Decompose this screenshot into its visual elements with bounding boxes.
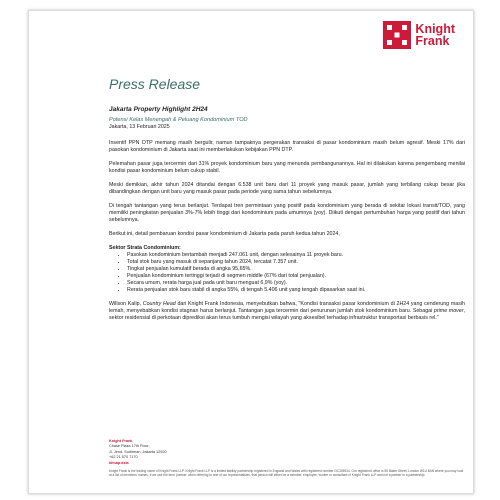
paragraph-1: Insentif PPN DTP memang masih bergulir, namun tampaknya pergerakan transaksi di pasar kondominium masih belum agresif. Meski 17% dari pasokan kondominium di Jakarta saat ini memberlakukan kebijakan PPN DTP. bbox=[109, 140, 465, 153]
list-item: • Total stok baru yang masuk di sepanjang tahun 2024, tercatat 7.357 unit. bbox=[127, 259, 465, 266]
footer-company: Knight Frank bbox=[109, 439, 133, 443]
list-item: • Penjualan kondominium tertinggi terjadi di segmen middle (67% dari total penjualan). bbox=[127, 273, 465, 280]
logo-text bbox=[415, 23, 455, 47]
document-title: Press Release bbox=[109, 76, 201, 92]
footer bbox=[109, 439, 465, 477]
paragraph-4: Di tengah tantangan yang terus berlanjut. Terdapat tren permintaan yang positif pada kondominium yang berada di sekitar lokasi transit/TOD, yang memiliki peningkatan penjualan 3%-7% lebih tinggi dari kondominium pada umumnya (yoy). Diikuti dengan pertumbuhan harga yang positif dari tahun sebelumnya. bbox=[109, 203, 465, 223]
quote-prime: prime mover bbox=[433, 308, 464, 314]
list-item: • Secara umum, rerata harga jual pada unit baru menguat 6,9% (yoy). bbox=[127, 280, 465, 287]
footer-website-link[interactable]: kfmap.asia bbox=[109, 460, 129, 465]
footer-address-2: Jl. Jend. Sudirman, Jakarta 12920 bbox=[109, 449, 167, 454]
paragraph-5: Berikut ini, detail pembaruan kondisi pasar kondominium di Jakarta pada paruh kedua tahun 2024, bbox=[109, 231, 340, 237]
tagline: Potensi Kelas Menengah & Peluang Kondominium TOD bbox=[109, 117, 248, 123]
logo-line-2: Frank bbox=[415, 34, 450, 48]
paragraph-2: Pelemahan pasar juga tercermin dari 31% proyek kondominium baru yang menunda pembangunannya. Hal ini dilakukan karena pengembang menilai kondisi pasar kondominium belum cukup stabil. bbox=[109, 161, 465, 174]
paragraph-3: Meski demikian, akhir tahun 2024 ditandai dengan 6.538 unit baru dari 11 proyek yang masuk pasar, jumlah yang terbilang cukup besar jika dibandingkan dengan unit baru yang masuk pasar pada periode yang sama tahun sebelumnya. bbox=[109, 182, 465, 195]
quote-lead: Willson Kalip, bbox=[109, 301, 143, 307]
subheading: Jakarta Property Highlight 2H24 bbox=[109, 106, 208, 113]
sector-list bbox=[109, 252, 465, 294]
quote-role: Country Head bbox=[142, 301, 176, 307]
logo-line-1: Knight bbox=[415, 22, 455, 36]
release-date: Jakarta, 13 Februari 2025 bbox=[109, 124, 170, 130]
footer-address-1: Chase Plaza 17th Floor, bbox=[109, 444, 150, 449]
list-item: • Tingkat penjualan kumulatif berada di angka 95,65%. bbox=[127, 266, 465, 273]
document-body bbox=[109, 106, 465, 329]
knight-frank-logo[interactable] bbox=[383, 21, 455, 49]
list-item: • Rerata penjualan stok baru stabil di angka 55%, di tengah 5.406 unit yang tengah dipasarkan saat ini. bbox=[127, 287, 465, 294]
logo-mark-icon bbox=[383, 21, 411, 49]
quote-text-1: dari Knight Frank Indonesia, menyebutkan bahwa, "Kondisi transaksi pasar kondominium di 2H24 yang cenderung masih lemah, menyebabkan kondisi stagnan harus berlanjut. Tantangan juga tercermin dari penurunan jumlah stok kondominium baru. Sebagai bbox=[109, 301, 465, 314]
sector-title: Sektor Strata Condominium: bbox=[109, 245, 181, 251]
footer-phone: +62 21 570 7170 bbox=[109, 455, 138, 460]
footer-disclaimer: Knight Frank is the trading name of Knight Frank LLP. Knight Frank LLP is a limited liability partnership registered in England and Wales with registered number OC305934. Our registered office is 55 Baker Street, London W1U 8AN where you may look at a list of members' names. If we use the term 'partner' when referring to one of our representatives, that person will either be a member, employee, worker or consultant of Knight Frank LLP and not a partner in a partnership. bbox=[109, 469, 464, 478]
quote-paragraph bbox=[109, 301, 465, 322]
list-item: • Pasokan kondominium bertambah menjadi 247.061 unit, dengan selesainya 11 proyek baru. bbox=[127, 252, 465, 259]
quote-text-2: , sektor residensial di perkotaan diprediksi akan terus tumbuh mengisi wilayah yang aksesibel terhadap infrastruktur transportasi berbasis rel." bbox=[109, 308, 465, 321]
document-page bbox=[28, 10, 474, 494]
